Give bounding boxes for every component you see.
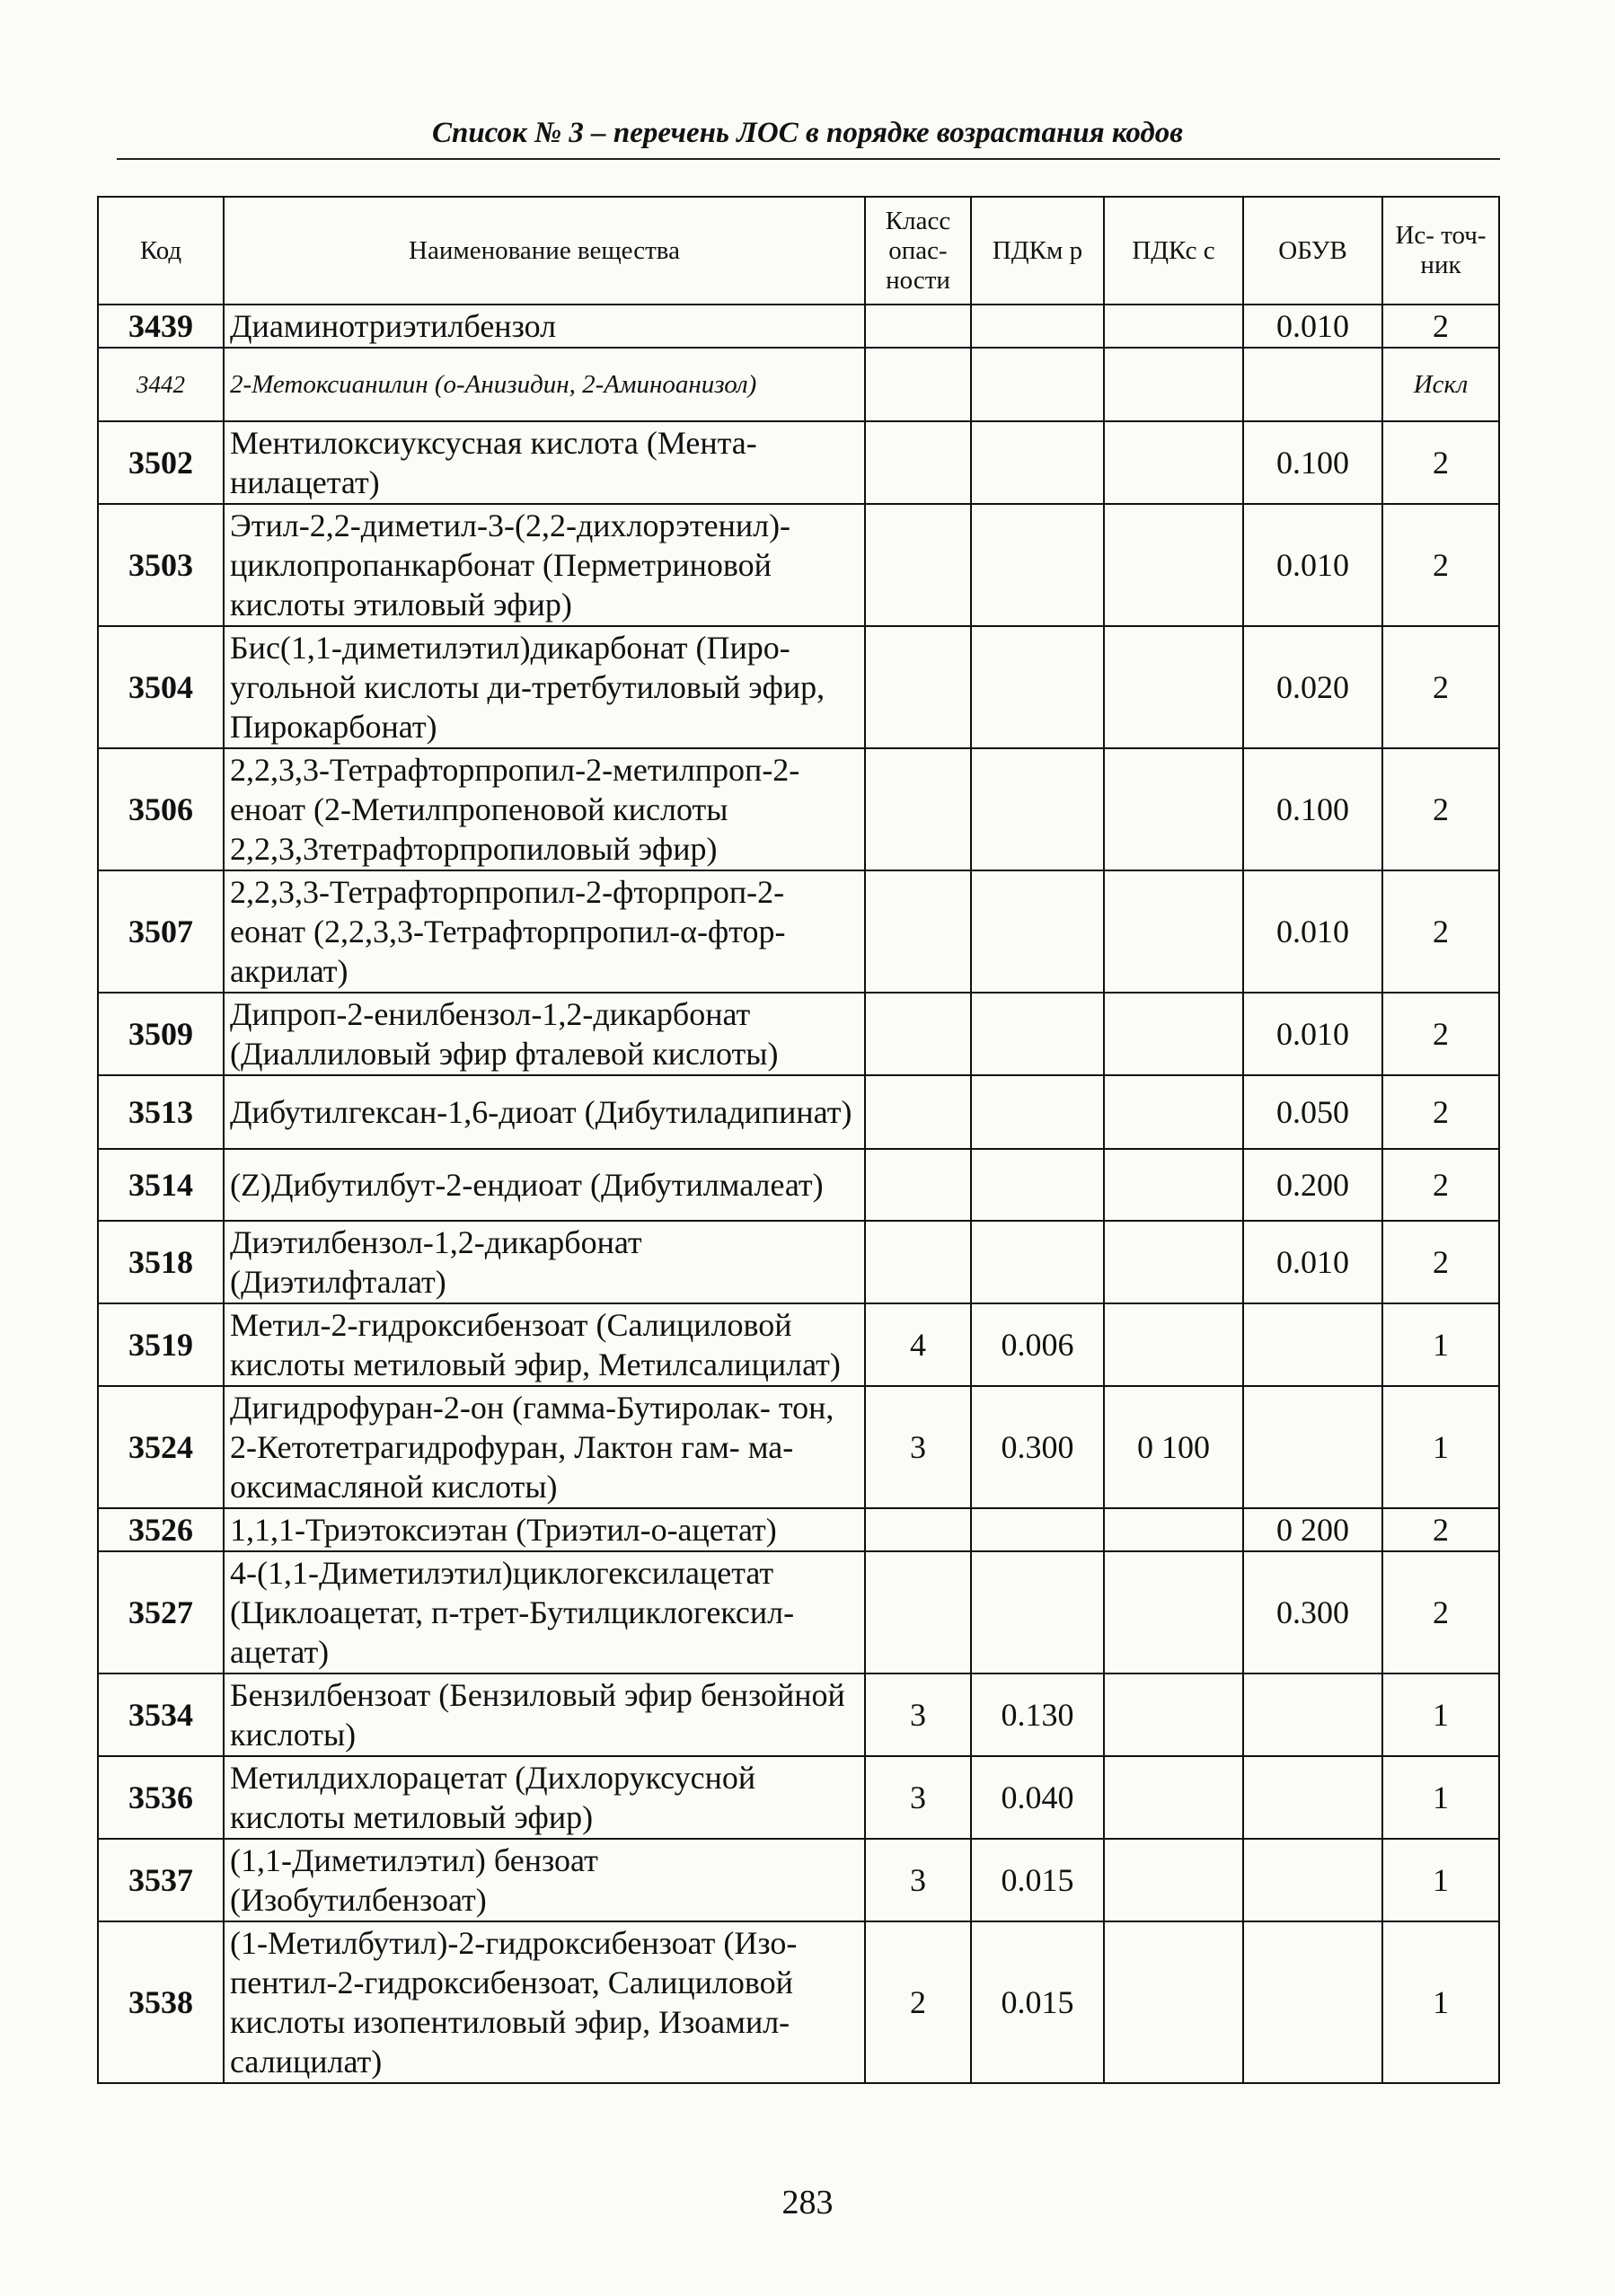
cell-code: 3509 bbox=[98, 993, 224, 1075]
cell-pdk-mr bbox=[971, 421, 1104, 504]
table-row bbox=[98, 993, 1499, 1075]
header-source: Ис- точ- ник bbox=[1382, 197, 1499, 305]
cell-hazard-class: 3 bbox=[865, 1756, 971, 1839]
cell-obuv: 0.010 bbox=[1243, 504, 1382, 626]
cell-pdk-mr bbox=[971, 504, 1104, 626]
cell-pdk-mr bbox=[971, 348, 1104, 421]
cell-pdk-mr bbox=[971, 305, 1104, 348]
cell-pdk-ss bbox=[1104, 870, 1243, 993]
cell-hazard-class bbox=[865, 1149, 971, 1221]
cell-pdk-mr bbox=[971, 1075, 1104, 1149]
cell-name: (1-Метилбутил)-2-гидроксибензоат (Изо- пентил-2-гидроксибензоат, Салициловой кислоты изопентиловый эфир, Изоамил- салицилат) bbox=[224, 1921, 865, 2083]
cell-code: 3537 bbox=[98, 1839, 224, 1921]
cell-code: 3538 bbox=[98, 1921, 224, 2083]
table-header-row bbox=[98, 197, 1499, 305]
cell-code: 3518 bbox=[98, 1221, 224, 1303]
cell-code: 3519 bbox=[98, 1303, 224, 1386]
cell-pdk-ss bbox=[1104, 1303, 1243, 1386]
table-row bbox=[98, 748, 1499, 870]
cell-source: 2 bbox=[1382, 748, 1499, 870]
cell-pdk-ss bbox=[1104, 305, 1243, 348]
cell-pdk-mr bbox=[971, 993, 1104, 1075]
cell-hazard-class bbox=[865, 626, 971, 748]
cell-obuv bbox=[1243, 348, 1382, 421]
cell-source: 1 bbox=[1382, 1839, 1499, 1921]
table-row bbox=[98, 1075, 1499, 1149]
cell-pdk-mr: 0.040 bbox=[971, 1756, 1104, 1839]
cell-hazard-class bbox=[865, 1508, 971, 1551]
cell-pdk-mr bbox=[971, 748, 1104, 870]
cell-name: 1,1,1-Триэтоксиэтан (Триэтил-о-ацетат) bbox=[224, 1508, 865, 1551]
cell-code: 3514 bbox=[98, 1149, 224, 1221]
cell-name: Дигидрофуран-2-он (гамма-Бутиролак- тон, 2-Кетотетрагидрофуран, Лактон гам- ма-оксимасляной кислоты) bbox=[224, 1386, 865, 1508]
cell-code: 3524 bbox=[98, 1386, 224, 1508]
cell-pdk-ss bbox=[1104, 1508, 1243, 1551]
cell-code: 3526 bbox=[98, 1508, 224, 1551]
cell-pdk-ss bbox=[1104, 1551, 1243, 1673]
table-row bbox=[98, 1386, 1499, 1508]
cell-name: Этил-2,2-диметил-3-(2,2-дихлорэтенил)- циклопропанкарбонат (Перметриновой кислоты этиловый эфир) bbox=[224, 504, 865, 626]
cell-name: Дибутилгексан-1,6-диоат (Дибутиладипинат) bbox=[224, 1075, 865, 1149]
cell-source: 1 bbox=[1382, 1673, 1499, 1756]
cell-source: 2 bbox=[1382, 1221, 1499, 1303]
table-row bbox=[98, 348, 1499, 421]
cell-source: 2 bbox=[1382, 1508, 1499, 1551]
header-code: Код bbox=[98, 197, 224, 305]
cell-obuv: 0.010 bbox=[1243, 993, 1382, 1075]
cell-hazard-class bbox=[865, 348, 971, 421]
cell-hazard-class bbox=[865, 504, 971, 626]
cell-obuv: 0.020 bbox=[1243, 626, 1382, 748]
cell-source: 1 bbox=[1382, 1756, 1499, 1839]
cell-hazard-class bbox=[865, 421, 971, 504]
cell-pdk-ss bbox=[1104, 1756, 1243, 1839]
cell-pdk-mr bbox=[971, 1221, 1104, 1303]
cell-obuv: 0.010 bbox=[1243, 1221, 1382, 1303]
cell-source: 2 bbox=[1382, 993, 1499, 1075]
cell-hazard-class bbox=[865, 1221, 971, 1303]
table-row bbox=[98, 1551, 1499, 1673]
cell-pdk-ss bbox=[1104, 1221, 1243, 1303]
cell-obuv bbox=[1243, 1756, 1382, 1839]
cell-code: 3439 bbox=[98, 305, 224, 348]
cell-hazard-class: 4 bbox=[865, 1303, 971, 1386]
table-row bbox=[98, 1921, 1499, 2083]
table-row bbox=[98, 1303, 1499, 1386]
cell-obuv: 0.010 bbox=[1243, 870, 1382, 993]
table-row bbox=[98, 626, 1499, 748]
cell-code: 3534 bbox=[98, 1673, 224, 1756]
cell-source: Искл bbox=[1382, 348, 1499, 421]
cell-name: 2,2,3,3-Тетрафторпропил-2-фторпроп-2- еонат (2,2,3,3-Тетрафторпропил-α-фтор- акрилат) bbox=[224, 870, 865, 993]
cell-source: 1 bbox=[1382, 1921, 1499, 2083]
page-header: Список № 3 – перечень ЛОС в порядке возрастания кодов bbox=[431, 117, 1184, 149]
cell-pdk-ss bbox=[1104, 748, 1243, 870]
table-row bbox=[98, 1221, 1499, 1303]
cell-hazard-class: 3 bbox=[865, 1673, 971, 1756]
cell-pdk-ss bbox=[1104, 1149, 1243, 1221]
cell-hazard-class bbox=[865, 1075, 971, 1149]
cell-obuv: 0.100 bbox=[1243, 748, 1382, 870]
cell-name: 2-Метоксианилин (о-Анизидин, 2-Аминоанизол) bbox=[224, 348, 865, 421]
cell-source: 2 bbox=[1382, 305, 1499, 348]
cell-obuv: 0.050 bbox=[1243, 1075, 1382, 1149]
table-row bbox=[98, 870, 1499, 993]
voc-table bbox=[97, 196, 1500, 2084]
cell-code: 3536 bbox=[98, 1756, 224, 1839]
cell-hazard-class bbox=[865, 993, 971, 1075]
table-row bbox=[98, 1508, 1499, 1551]
cell-code: 3527 bbox=[98, 1551, 224, 1673]
header-rule bbox=[117, 158, 1500, 160]
cell-pdk-ss bbox=[1104, 1075, 1243, 1149]
cell-name: 2,2,3,3-Тетрафторпропил-2-метилпроп-2- еноат (2-Метилпропеновой кислоты 2,2,3,3тетрафторпропиловый эфир) bbox=[224, 748, 865, 870]
header-name: Наименование вещества bbox=[224, 197, 865, 305]
cell-name: Ментилоксиуксусная кислота (Мента- нилацетат) bbox=[224, 421, 865, 504]
cell-hazard-class bbox=[865, 305, 971, 348]
cell-pdk-mr bbox=[971, 1149, 1104, 1221]
table-row bbox=[98, 1149, 1499, 1221]
cell-pdk-ss bbox=[1104, 1673, 1243, 1756]
table-row bbox=[98, 1673, 1499, 1756]
cell-source: 2 bbox=[1382, 504, 1499, 626]
table-row bbox=[98, 504, 1499, 626]
cell-name: (1,1-Диметилэтил) бензоат (Изобутилбензоат) bbox=[224, 1839, 865, 1921]
cell-code: 3513 bbox=[98, 1075, 224, 1149]
cell-pdk-mr: 0.015 bbox=[971, 1921, 1104, 2083]
cell-source: 2 bbox=[1382, 421, 1499, 504]
cell-obuv bbox=[1243, 1921, 1382, 2083]
cell-name: Метил-2-гидроксибензоат (Салициловой кислоты метиловый эфир, Метилсалицилат) bbox=[224, 1303, 865, 1386]
table-row bbox=[98, 1839, 1499, 1921]
cell-code: 3503 bbox=[98, 504, 224, 626]
cell-obuv bbox=[1243, 1673, 1382, 1756]
cell-hazard-class: 2 bbox=[865, 1921, 971, 2083]
cell-obuv: 0 200 bbox=[1243, 1508, 1382, 1551]
cell-obuv: 0.100 bbox=[1243, 421, 1382, 504]
table-row bbox=[98, 1756, 1499, 1839]
cell-code: 3504 bbox=[98, 626, 224, 748]
header-obuv: ОБУВ bbox=[1243, 197, 1382, 305]
cell-name: Бис(1,1-диметилэтил)дикарбонат (Пиро- угольной кислоты ди-третбутиловый эфир, Пирокарбонат) bbox=[224, 626, 865, 748]
cell-name: (Z)Дибутилбут-2-ендиоат (Дибутилмалеат) bbox=[224, 1149, 865, 1221]
cell-obuv: 0.200 bbox=[1243, 1149, 1382, 1221]
cell-source: 2 bbox=[1382, 870, 1499, 993]
table-row bbox=[98, 305, 1499, 348]
cell-source: 2 bbox=[1382, 626, 1499, 748]
cell-name: Диаминотриэтилбензол bbox=[224, 305, 865, 348]
cell-pdk-ss: 0 100 bbox=[1104, 1386, 1243, 1508]
header-pdk-ss: ПДКс с bbox=[1104, 197, 1243, 305]
table-body bbox=[98, 305, 1499, 2083]
cell-pdk-mr: 0.006 bbox=[971, 1303, 1104, 1386]
cell-pdk-ss bbox=[1104, 993, 1243, 1075]
cell-obuv bbox=[1243, 1839, 1382, 1921]
cell-source: 1 bbox=[1382, 1386, 1499, 1508]
cell-pdk-ss bbox=[1104, 348, 1243, 421]
cell-hazard-class bbox=[865, 748, 971, 870]
cell-code: 3506 bbox=[98, 748, 224, 870]
cell-hazard-class bbox=[865, 1551, 971, 1673]
cell-pdk-mr bbox=[971, 1551, 1104, 1673]
cell-obuv bbox=[1243, 1386, 1382, 1508]
cell-code: 3507 bbox=[98, 870, 224, 993]
cell-name: Метилдихлорацетат (Дихлоруксусной кислоты метиловый эфир) bbox=[224, 1756, 865, 1839]
cell-obuv: 0.010 bbox=[1243, 305, 1382, 348]
cell-name: Бензилбензоат (Бензиловый эфир бензойной кислоты) bbox=[224, 1673, 865, 1756]
header-pdk-mr: ПДКм р bbox=[971, 197, 1104, 305]
cell-hazard-class: 3 bbox=[865, 1386, 971, 1508]
cell-name: Диэтилбензол-1,2-дикарбонат (Диэтилфталат) bbox=[224, 1221, 865, 1303]
cell-pdk-ss bbox=[1104, 421, 1243, 504]
page-number: 283 bbox=[781, 2184, 834, 2221]
cell-name: 4-(1,1-Диметилэтил)циклогексилацетат (Циклоацетат, п-трет-Бутилциклогексил- ацетат) bbox=[224, 1551, 865, 1673]
cell-hazard-class: 3 bbox=[865, 1839, 971, 1921]
cell-pdk-ss bbox=[1104, 504, 1243, 626]
cell-pdk-mr: 0.130 bbox=[971, 1673, 1104, 1756]
header-hazard-class: Класс опас- ности bbox=[865, 197, 971, 305]
cell-code: 3442 bbox=[98, 348, 224, 421]
cell-source: 2 bbox=[1382, 1149, 1499, 1221]
cell-pdk-ss bbox=[1104, 1921, 1243, 2083]
cell-pdk-ss bbox=[1104, 1839, 1243, 1921]
cell-pdk-mr bbox=[971, 870, 1104, 993]
cell-obuv: 0.300 bbox=[1243, 1551, 1382, 1673]
cell-source: 2 bbox=[1382, 1075, 1499, 1149]
cell-code: 3502 bbox=[98, 421, 224, 504]
cell-hazard-class bbox=[865, 870, 971, 993]
cell-pdk-mr bbox=[971, 1508, 1104, 1551]
cell-pdk-mr bbox=[971, 626, 1104, 748]
cell-pdk-mr: 0.300 bbox=[971, 1386, 1104, 1508]
table-row bbox=[98, 421, 1499, 504]
cell-source: 2 bbox=[1382, 1551, 1499, 1673]
cell-pdk-ss bbox=[1104, 626, 1243, 748]
cell-source: 1 bbox=[1382, 1303, 1499, 1386]
cell-pdk-mr: 0.015 bbox=[971, 1839, 1104, 1921]
cell-obuv bbox=[1243, 1303, 1382, 1386]
cell-name: Дипроп-2-енилбензол-1,2-дикарбонат (Диаллиловый эфир фталевой кислоты) bbox=[224, 993, 865, 1075]
